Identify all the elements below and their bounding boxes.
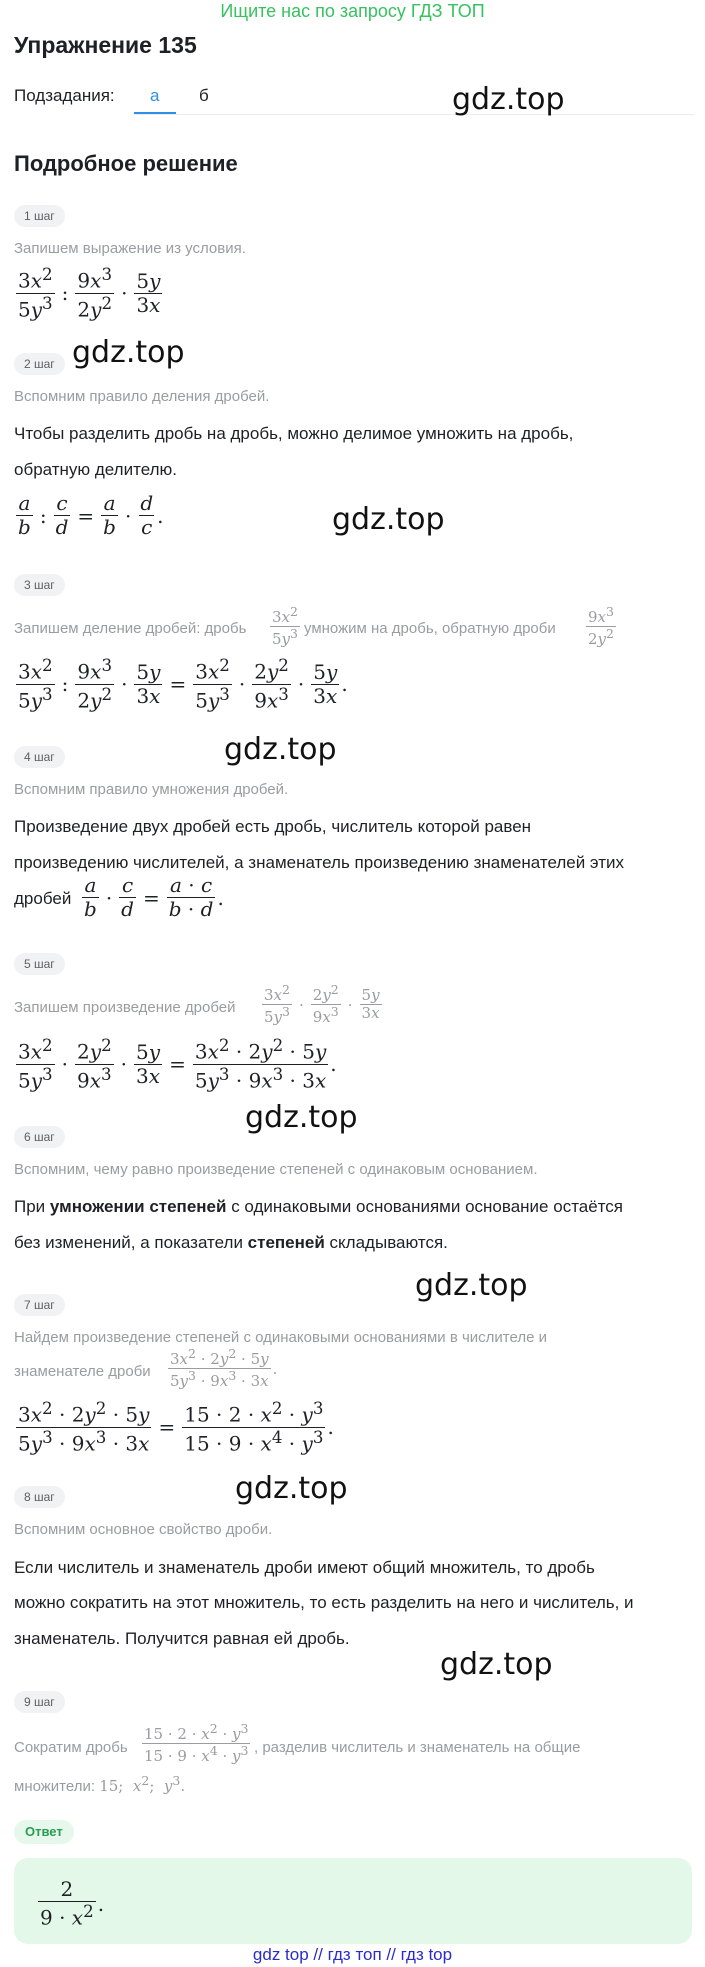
step-note: , разделив числитель и знаменатель на общие (254, 1739, 581, 1756)
step-badge: 5 шаг (14, 953, 65, 975)
step-text: При умножении степеней с одинаковыми основаниями основание остаётся (14, 1197, 623, 1216)
step-note: множители: 15; $x^2$; $y^3$. (14, 1773, 186, 1795)
multiplication-rule-formula: $\frac{a}{b}$ · $\frac{c}{d}$ = $\frac{a \cdot c}{b \cdot d}$ . (84, 873, 224, 921)
step-badge: 3 шаг (14, 574, 65, 596)
step-note: Запишем деление дробей: дробь (14, 620, 247, 637)
step-text: можно сократить на этот множитель, то есть разделить на него и числитель, и (14, 1593, 634, 1612)
step-badge: 2 шаг (14, 353, 65, 375)
step-badge: 9 шаг (14, 1691, 65, 1713)
step-badge: 4 шаг (14, 746, 65, 768)
step-1-formula: $\frac{3x^2}{5y^3}$ : $\frac{9x^3}{2y^2}$ · $\frac{5y}{3x}$ (18, 265, 161, 322)
inline-fraction: $\frac{3x^2 \cdot 2y^2 \cdot 5y}{5y^3 \cdot 9x^3 \cdot 3x}$ . (170, 1346, 278, 1391)
footer-links[interactable]: gdz top // гдз топ // гдз top (252, 1945, 453, 1964)
step-badge: 7 шаг (14, 1294, 65, 1316)
step-note: Запишем выражение из условия. (14, 240, 246, 257)
step-text: знаменатель. Получится равная ей дробь. (14, 1629, 350, 1648)
inline-fraction: $\frac{15 \cdot 2 \cdot x^2 \cdot y^3}{15 \cdot 9 \cdot x^4 \cdot y^3}$ (144, 1721, 249, 1766)
step-5-formula: $\frac{3x^2}{5y^3}$ · $\frac{2y^2}{9x^3}$ · $\frac{5y}{3x}$ = $\frac{3x^2 \cdot 2y^2 \cdot 5y}{5y^3 \cdot 9x^3 \cdot 3x}$ . (18, 1036, 337, 1093)
step-badge: 1 шаг (14, 205, 65, 227)
tab-b[interactable]: б (199, 86, 209, 105)
watermark: gdz.top (452, 82, 565, 117)
watermark: gdz.top (224, 732, 337, 767)
watermark: gdz.top (72, 335, 185, 370)
step-badge: 6 шаг (14, 1126, 65, 1148)
answer-formula: $\frac{2}{9 \cdot x^2}$ . (40, 1877, 105, 1930)
step-note: Вспомним основное свойство дроби. (14, 1521, 273, 1538)
step-note: умножим на дробь, обратную дроби (304, 620, 556, 637)
step-text: без изменений, а показатели степеней складываются. (14, 1233, 448, 1252)
tab-a[interactable]: а (150, 86, 160, 105)
inline-product: $\frac{3x^2}{5y^3}$ · $\frac{2y^2}{9x^3}$ · $\frac{5y}{3x}$ (264, 982, 380, 1027)
step-3-formula: $\frac{3x^2}{5y^3}$ : $\frac{9x^3}{2y^2}$ · $\frac{5y}{3x}$ = $\frac{3x^2}{5y^3}$ · $\frac{2y^2}{9x^3}$ · $\frac{5y}{3x}$ . (18, 656, 348, 713)
inline-fraction: $\frac{3x^2}{5y^3}$ (272, 604, 298, 649)
tabs-divider (134, 114, 694, 115)
step-text: обратную делителю. (14, 460, 177, 479)
step-note: знаменателе дроби (14, 1363, 151, 1380)
inline-fraction: $\frac{9x^3}{2y^2}$ (588, 604, 614, 649)
watermark: gdz.top (235, 1471, 348, 1506)
answer-box (14, 1858, 692, 1944)
watermark: gdz.top (440, 1647, 553, 1682)
step-note: Вспомним правило деления дробей. (14, 388, 270, 405)
step-text: Чтобы разделить дробь на дробь, можно делимое умножить на дробь, (14, 424, 574, 443)
top-banner[interactable]: Ищите нас по запросу ГДЗ ТОП (220, 1, 485, 21)
step-note: Сократим дробь (14, 1739, 128, 1756)
step-badge: 8 шаг (14, 1486, 65, 1508)
watermark: gdz.top (245, 1100, 358, 1135)
watermark: gdz.top (332, 502, 445, 537)
step-text: Произведение двух дробей есть дробь, числитель которой равен (14, 817, 532, 836)
page-title: Упражнение 135 (14, 32, 197, 58)
step-note: Найдем произведение степеней с одинаковыми основаниями в числителе и (14, 1329, 547, 1346)
step-text: дробей (14, 889, 72, 908)
step-note: Запишем произведение дробей (14, 999, 236, 1016)
step-text: произведению числителей, а знаменатель произведению знаменателей этих (14, 853, 625, 872)
step-note: Вспомним правило умножения дробей. (14, 781, 289, 798)
step-7-formula: $\frac{3x^2 \cdot 2y^2 \cdot 5y}{5y^3 \cdot 9x^3 \cdot 3x}$ = $\frac{15 \cdot 2 \cdot x^2 \cdot y^3}{15 \cdot 9 \cdot x^4 \cdot y^3}$ . (18, 1399, 334, 1456)
step-text: Если числитель и знаменатель дроби имеют общий множитель, то дробь (14, 1558, 595, 1577)
section-title: Подробное решение (14, 151, 238, 176)
watermark: gdz.top (415, 1268, 528, 1303)
step-note: Вспомним, чему равно произведение степеней с одинаковым основанием. (14, 1161, 538, 1178)
subtasks-label: Подзадания: (14, 86, 115, 105)
answer-badge: Ответ (14, 1820, 74, 1844)
division-rule-formula: $\frac{a}{b}$ : $\frac{c}{d}$ = $\frac{a}{b}$ · $\frac{d}{c}$ . (18, 491, 164, 539)
